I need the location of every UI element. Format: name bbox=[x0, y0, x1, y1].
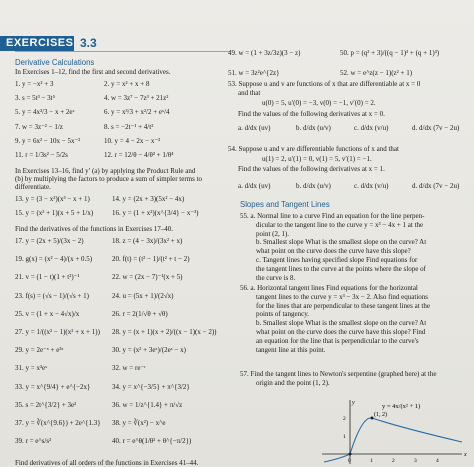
exercise-item: 16. y = (1 + x²)(x^{3/4} − x⁻³) bbox=[112, 209, 199, 217]
exercise-52: 52. w = e^z(z − 1)(z² + 1) bbox=[340, 69, 413, 77]
exercise-item: 27. y = 1/((x² − 1)(x² + x + 1)) bbox=[15, 328, 100, 336]
exercise-item: 10. y = 4 − 2x − x⁻³ bbox=[104, 136, 161, 145]
exercise-item: 6. y = x³/3 + x²/2 + eˣ/4 bbox=[104, 108, 170, 117]
exercise-item: 35. s = 2t^{3/2} + 3e² bbox=[15, 400, 77, 409]
exercise-item: 29. y = 2e⁻ˣ + e³ˣ bbox=[15, 346, 64, 355]
exercise-line: for the lines that are perpendicular to these tangent lines at the bbox=[256, 301, 430, 310]
exercise-item: 26. r = 2(1/√θ + √θ) bbox=[112, 309, 168, 318]
exercise-item: 34. y = x^{−3/5} + π^{3/2} bbox=[112, 382, 190, 391]
exercise-51: 51. w = 3z²e^{2z} bbox=[228, 69, 280, 77]
exercise-53-b: and that bbox=[238, 89, 261, 97]
exercise-part: c. d/dx (v/u) bbox=[354, 124, 389, 132]
exercise-item: 38. y = ∛(x²) − x^e bbox=[112, 419, 166, 427]
exercise-line: c. Tangent lines having specified slope Find equations for bbox=[256, 256, 418, 264]
exercise-item: 40. r = e^θ(1/θ² + θ^{−π/2}) bbox=[112, 437, 192, 446]
exercises-label: EXERCISES bbox=[6, 37, 74, 49]
x-tick-label: 2 bbox=[392, 458, 395, 464]
exercise-item: 1. y = −x² + 3 bbox=[15, 80, 54, 88]
exercise-49: 49. w = (1 + 3z/3z)(3 − z) bbox=[228, 49, 301, 57]
exercise-line: 55. a. Normal line to a curve Find an equation for the line perpen- bbox=[240, 212, 425, 220]
intro-2: In Exercises 13–16, find y′ (a) by applying the Product Rule and bbox=[15, 167, 196, 175]
exercises-banner bbox=[0, 36, 74, 51]
exercise-line: what point on the curve does the curve have this slope? bbox=[256, 247, 411, 256]
exercise-line: point (2, 1). bbox=[256, 229, 290, 238]
exercise-part: b. d/dx (u/v) bbox=[296, 182, 331, 190]
exercise-item: 28. y = (x + 1)(x + 2)/((x − 1)(x − 2)) bbox=[112, 328, 217, 336]
graph-equation: y = 4x/(x² + 1) bbox=[382, 403, 421, 410]
graph-y-label: y bbox=[352, 400, 355, 406]
x-tick-label: 1 bbox=[370, 458, 373, 464]
intro-1: In Exercises 1–12, find the first and second derivatives. bbox=[15, 68, 171, 76]
exercise-item: 15. y = (x² + 1)(x + 5 + 1/x) bbox=[15, 209, 94, 217]
exercise-item: 22. w = (2x − 7)⁻¹(x + 5) bbox=[112, 273, 183, 282]
exercise-item: 31. y = x³eˣ bbox=[15, 364, 48, 373]
exercise-item: 8. s = −2t⁻¹ + 4/t² bbox=[104, 122, 154, 131]
exercise-item: 25. v = (1 + x − 4√x)/x bbox=[15, 309, 80, 318]
exercise-line: tangent lines to the curve y = x³ − 3x − 2. Also find equations bbox=[256, 292, 428, 301]
exercise-line: points of tangency. bbox=[256, 310, 310, 319]
exercise-item: 3. s = 5t³ − 3t⁵ bbox=[15, 94, 56, 103]
exercise-53-d: Find the values of the following derivatives at x = 0. bbox=[238, 110, 385, 118]
exercise-item: 21. v = (1 − t)(1 + t²)⁻¹ bbox=[15, 273, 80, 282]
exercise-line: b. Smallest slope What is the smallest slope on the curve? At bbox=[256, 238, 427, 247]
exercise-item: 19. g(x) = (x² − 4)/(x + 0.5) bbox=[15, 255, 93, 264]
exercise-54: 54. Suppose u and v are differentiable functions of x and that bbox=[228, 145, 399, 153]
exercise-line: the curve is 8. bbox=[256, 273, 296, 282]
exercise-53: 53. Suppose u and v are functions of x that are differentiable at x = 0 bbox=[228, 80, 421, 88]
exercise-item: 4. w = 3z⁷ − 7z³ + 21z² bbox=[104, 94, 169, 103]
exercise-line: dicular to the tangent line to the curve y = x³ − 4x + 1 at the bbox=[256, 220, 424, 229]
exercise-line: tangent line at this point. bbox=[256, 345, 326, 354]
graph-x-label: x bbox=[464, 452, 467, 458]
exercise-line: what point on the curve does the curve have this slope? Find bbox=[256, 328, 426, 336]
exercise-part: a. d/dx (uv) bbox=[238, 182, 271, 190]
exercise-item: 7. w = 3z⁻² − 1/z bbox=[15, 122, 63, 131]
intro-2c: differentiate. bbox=[15, 183, 51, 191]
exercise-53-c: u(0) = 5, u′(0) = −3, v(0) = −1, v′(0) = 2. bbox=[262, 99, 376, 107]
exercise-item: 36. w = 1/z^{1.4} + π/√z bbox=[112, 400, 183, 409]
slopes-title: Slopes and Tangent Lines bbox=[240, 200, 330, 209]
exercise-part: d. d/dx (7v − 2u) bbox=[412, 124, 460, 132]
exercise-part: c. d/dx (v/u) bbox=[354, 182, 389, 190]
exercise-item: 12. r = 12/θ − 4/θ³ + 1/θ⁴ bbox=[104, 151, 174, 159]
exercise-item: 18. z = (4 − 3x)/(3x² + x) bbox=[112, 237, 183, 245]
serpentine-graph bbox=[312, 398, 472, 467]
exercise-line: 56. a. Horizontal tangent lines Find equations for the horizontal bbox=[240, 284, 418, 292]
graph-point-label: (1, 2) bbox=[374, 412, 387, 418]
exercise-line: an equation for the line that is perpendicular to the curve's bbox=[256, 336, 419, 345]
exercise-line: origin and the point (1, 2). bbox=[256, 378, 330, 387]
intro-3: Find the derivatives of the functions in Exercises 17–40. bbox=[15, 225, 174, 233]
y-tick-label: 2 bbox=[343, 416, 346, 422]
exercise-item: 20. f(t) = (t² − 1)/(t² + t − 2) bbox=[112, 255, 190, 264]
exercise-part: d. d/dx (7v − 2u) bbox=[412, 182, 460, 190]
header-rule bbox=[15, 51, 230, 52]
exercise-item: 30. y = (x² + 3eˣ)/(2eˣ − x) bbox=[112, 346, 186, 355]
x-tick-label: 3 bbox=[414, 458, 417, 464]
exercise-item: 11. r = 1/3s² − 5/2s bbox=[15, 151, 68, 159]
exercise-item: 39. r = e^s/s² bbox=[15, 437, 52, 446]
exercise-item: 23. f(s) = (√s − 1)/(√s + 1) bbox=[15, 291, 89, 300]
exercise-item: 2. y = x² + x + 8 bbox=[104, 80, 150, 88]
y-tick-label: 1 bbox=[343, 434, 346, 440]
x-tick-label: 0 bbox=[348, 458, 351, 464]
exercise-item: 5. y = 4x³/3 − x + 2eˣ bbox=[15, 108, 75, 117]
exercise-50: 50. p = (q² + 3)/((q − 1)³ + (q + 1)³) bbox=[340, 49, 440, 57]
exercise-item: 32. w = re⁻ʳ bbox=[112, 364, 146, 373]
exercise-item: 33. y = x^{9/4} + e^{−2x} bbox=[15, 382, 91, 391]
exercise-54-b: u(1) = 2, u′(1) = 0, v(1) = 5, v′(1) = −1. bbox=[262, 155, 372, 163]
exercise-item: 14. y = (2x + 3)(5x² − 4x) bbox=[112, 195, 185, 203]
exercise-line: the tangent lines to the curve at the points where the slope of bbox=[256, 264, 426, 273]
exercise-item: 37. y = ∛(x^{9.6}) + 2e^{1.3} bbox=[15, 419, 101, 427]
exercise-part: a. d/dx (uv) bbox=[238, 124, 271, 132]
x-tick-label: 4 bbox=[436, 458, 439, 464]
exercise-line: b. Smallest slope What is the smallest slope on the curve? At bbox=[256, 319, 427, 328]
exercise-item: 9. y = 6x² − 10x − 5x⁻² bbox=[15, 136, 81, 145]
exercise-line: 57. Find the tangent lines to Newton's serpentine (graphed here) at the bbox=[240, 370, 437, 378]
derivative-calculations-title: Derivative Calculations bbox=[15, 58, 95, 67]
origin-marker bbox=[349, 453, 352, 456]
exercise-item: 13. y = (3 − x²)(x³ − x + 1) bbox=[15, 195, 90, 203]
exercise-part: b. d/dx (u/v) bbox=[296, 124, 331, 132]
section-number: 3.3 bbox=[80, 36, 97, 50]
exercise-item: 24. u = (5x + 1)/(2√x) bbox=[112, 291, 174, 300]
exercise-54-c: Find the values of the following derivatives at x = 1. bbox=[238, 165, 385, 173]
intro-2b: (b) by multiplying the factors to produce a sum of simpler terms to bbox=[15, 175, 203, 183]
bottom-instruction: Find derivatives of all orders of the functions in Exercises 41–44. bbox=[15, 459, 199, 467]
exercise-item: 17. y = (2x + 5)/(3x − 2) bbox=[15, 237, 84, 245]
